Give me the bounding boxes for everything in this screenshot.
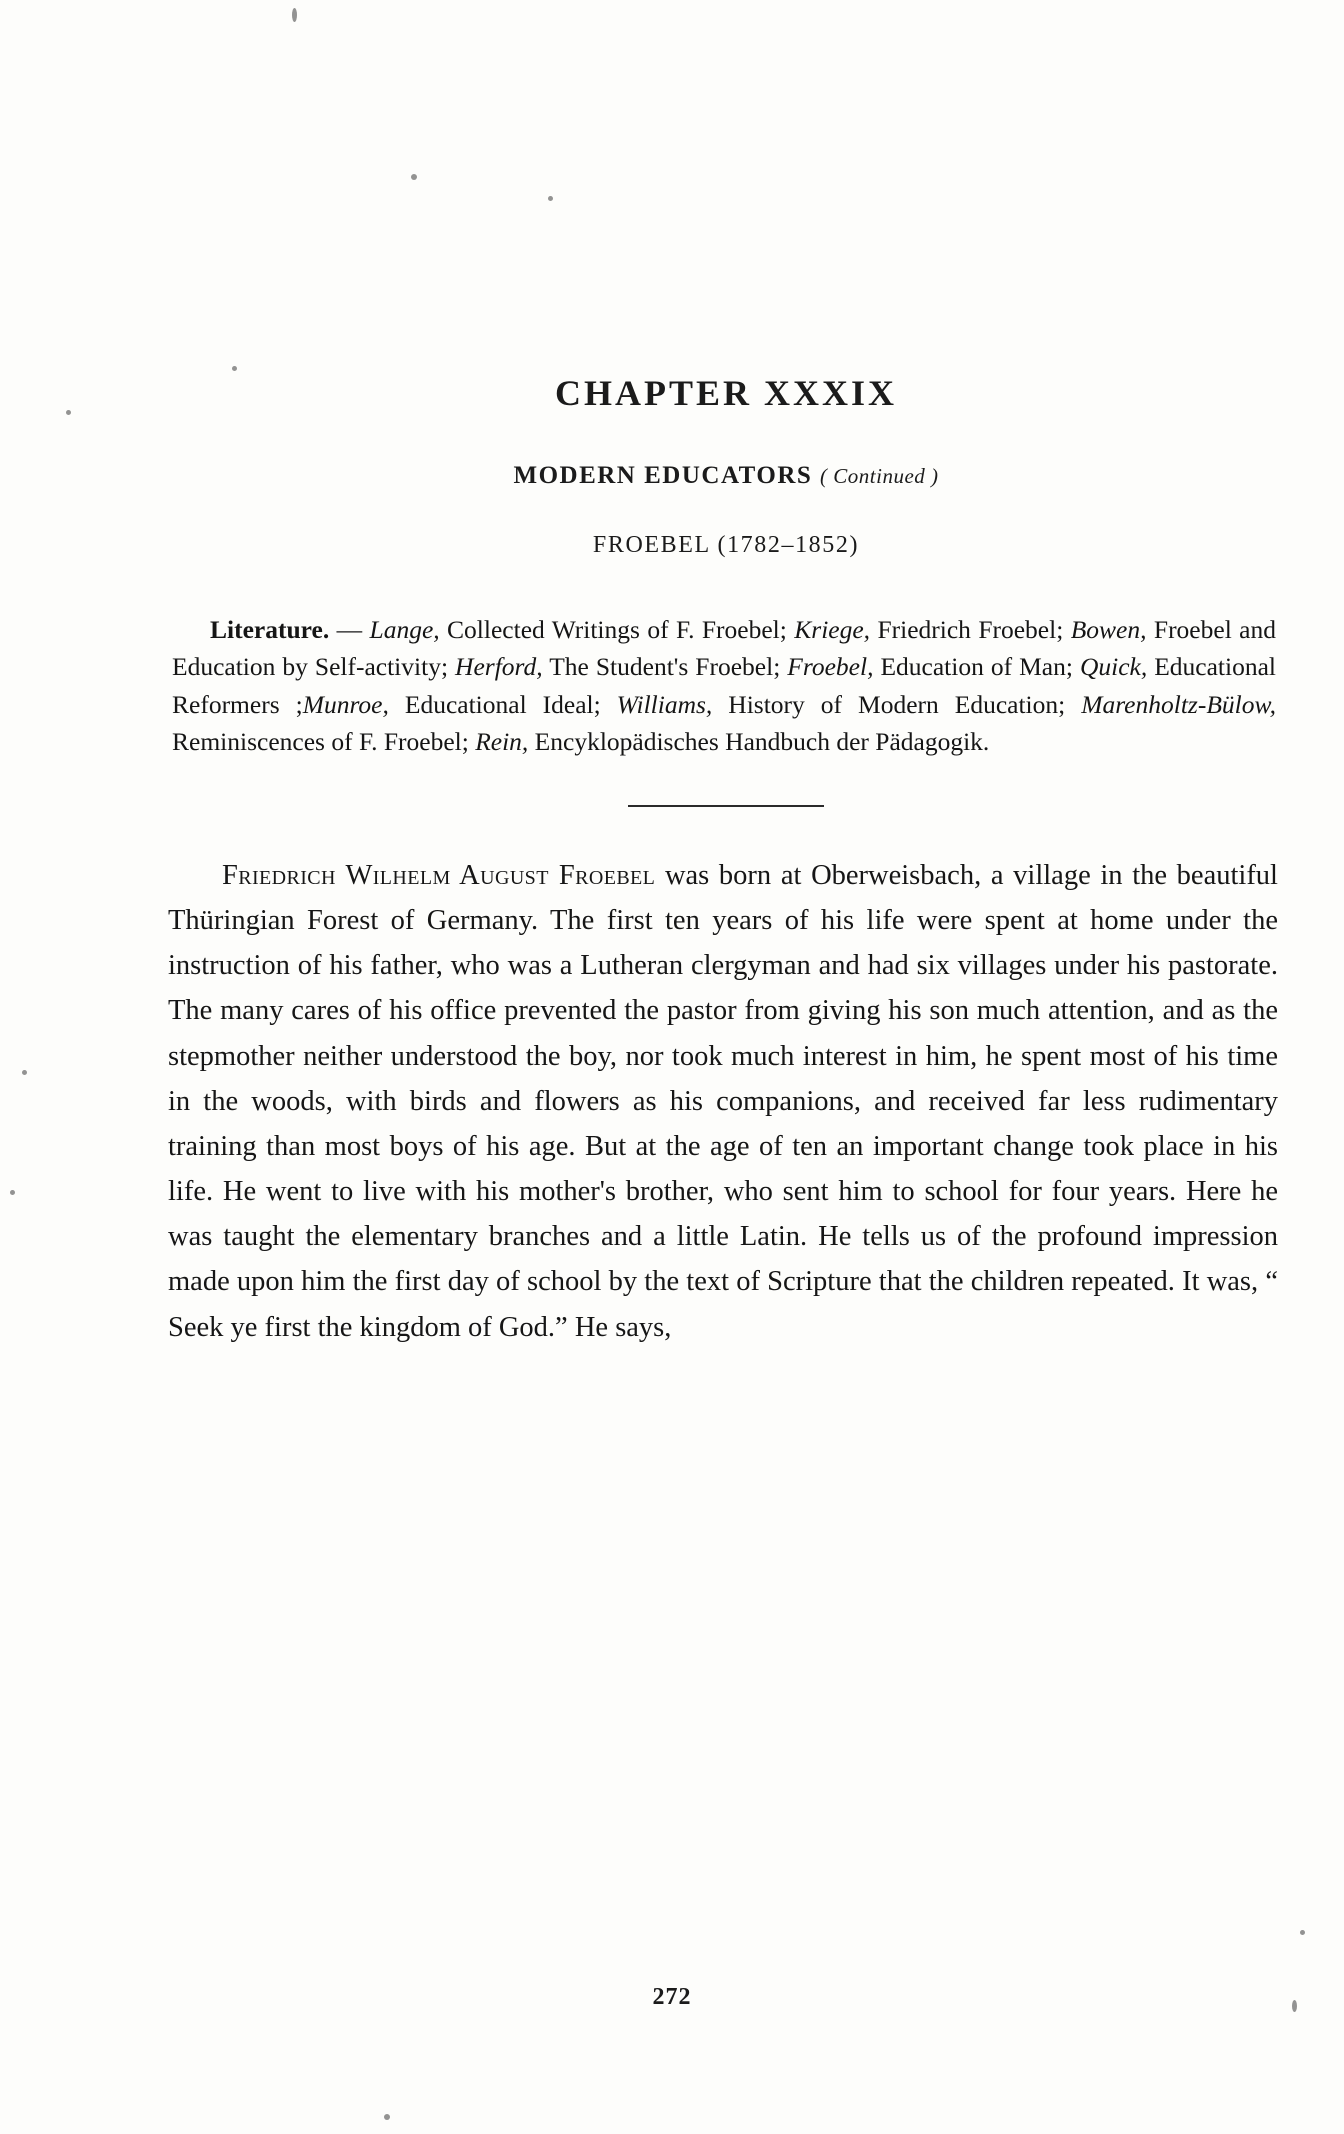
subtitle-continued: ( Continued ) bbox=[820, 464, 939, 488]
scan-speck bbox=[384, 2114, 390, 2120]
author-dates-line: FROEBEL (1782–1852) bbox=[592, 532, 860, 558]
chapter-title: CHAPTER XXXIX bbox=[554, 373, 897, 413]
body-text-run: was born at Oberweisbach, a village in the beautiful Thüringian Forest of Germany. The first ten years of his life were spent at home under the instruction of his father, who was a Lutheran clergyman and had six villages under his pastorate. The many cares of his office prevented the pastor from giving his son much attention, and as the stepmother neither understood the boy, nor took much interest in him, he spent most of his time in the woods, with birds and flowers as his companions, and received far less rudimentary training than most boys of his age. But at the age of ten an important change took place in his life. He went to live with his mother's brother, who sent him to school for four years. Here he was taught the elementary branches and a little Latin. He tells us of the profound impression made upon him the first day of school by the text of Scripture that the children repeated. It was, “ Seek ye first the kingdom of God.” He says, bbox=[168, 859, 1278, 1343]
subtitle-main: MODERN EDUCATORS bbox=[513, 462, 813, 489]
page-number: 272 bbox=[652, 1984, 692, 2010]
literature-dash: — bbox=[329, 615, 370, 644]
literature-block bbox=[168, 611, 1284, 761]
section-divider bbox=[628, 805, 824, 807]
scan-speck bbox=[10, 1190, 15, 1195]
scan-speck bbox=[1300, 1930, 1305, 1935]
page-content bbox=[168, 0, 1284, 1350]
literature-text: Lange, Collected Writings of F. Froebel; Kriege, Friedrich Froebel; Bowen, Froebel and Education by Self-activity; Herford, The Student's Froebel; Froebel, Education of Man; Quick, Educational Reformers ;Munroe, Educational Ideal; Williams, History of Modern Education; Marenholtz-Bülow, Reminiscences of F. Froebel; Rein, Encyklopädisches Handbuch der Pädagogik. bbox=[172, 615, 1277, 757]
body-paragraph bbox=[168, 853, 1284, 1350]
section-subtitle bbox=[168, 462, 1284, 490]
scan-speck bbox=[66, 410, 71, 415]
literature-label: Literature. bbox=[210, 615, 330, 644]
opening-smallcaps: Friedrich Wilhelm August Froebel bbox=[222, 859, 656, 891]
scan-speck bbox=[22, 1070, 27, 1075]
